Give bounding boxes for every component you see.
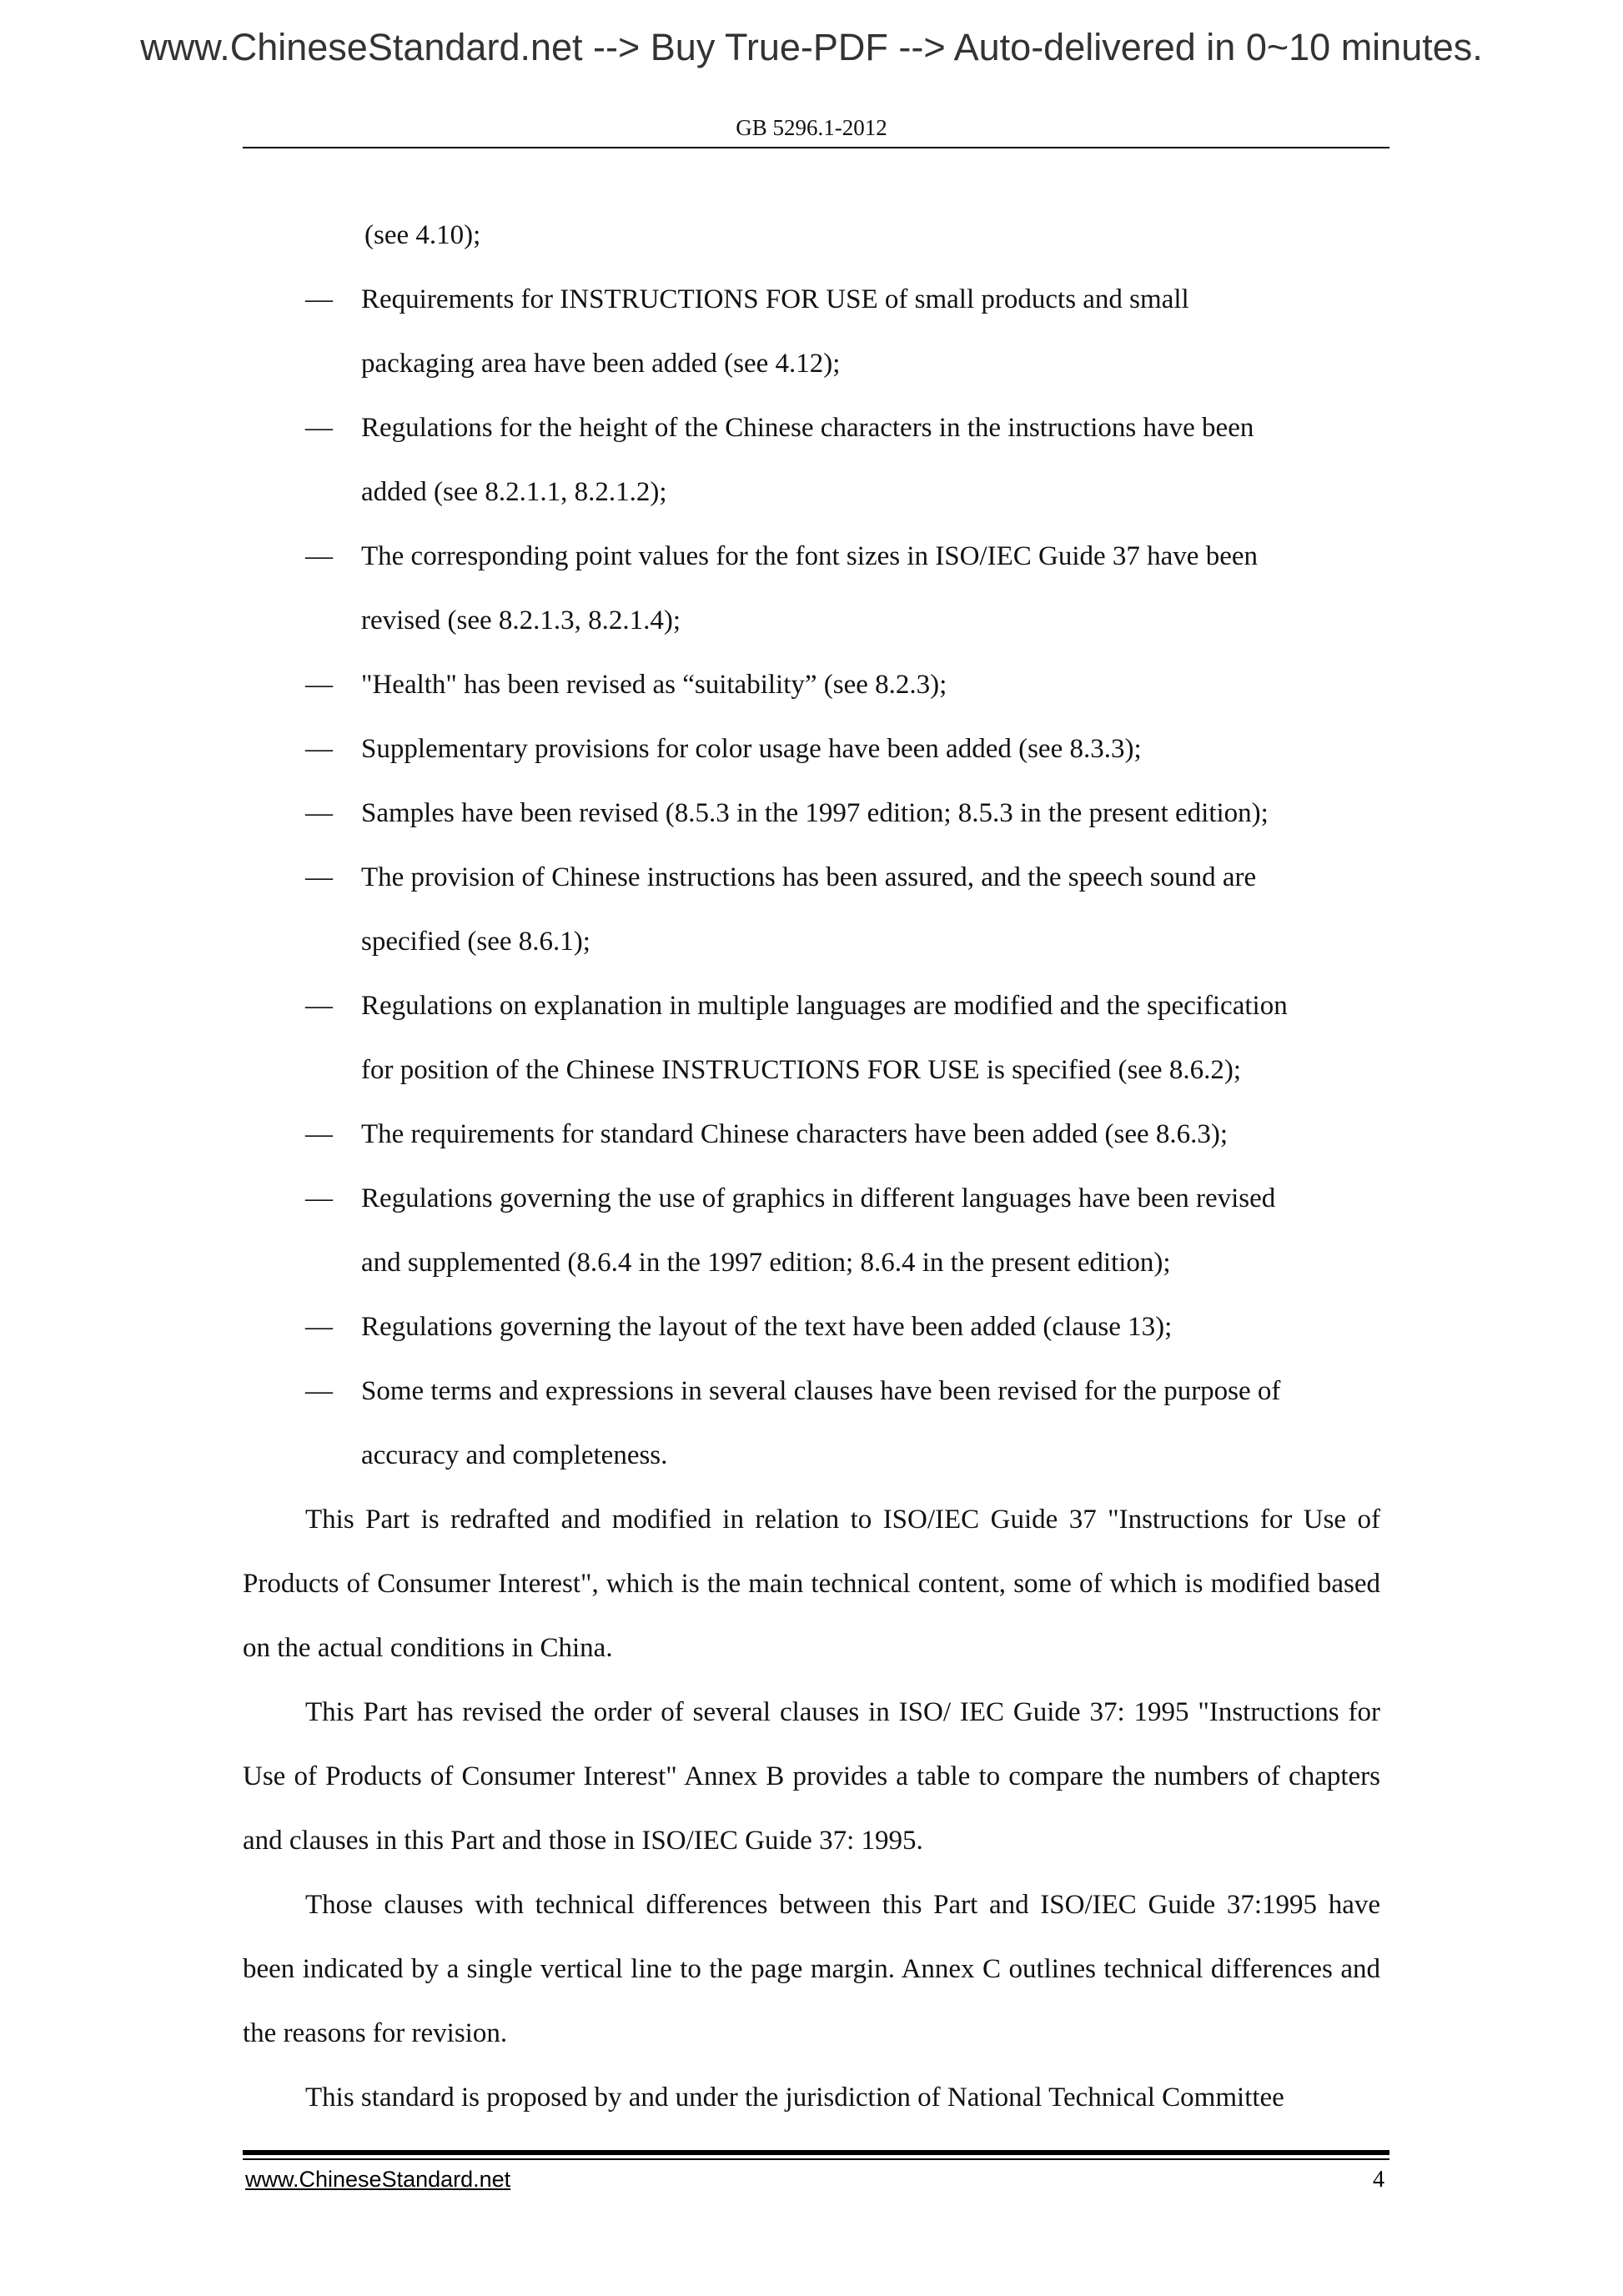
list-item-line: The corresponding point values for the font sizes in ISO/IEC Guide 37 have been xyxy=(361,541,1258,571)
list-item xyxy=(243,653,1380,717)
list-item-line: and supplemented (8.6.4 in the 1997 edition; 8.6.4 in the present edition); xyxy=(361,1248,1171,1278)
list-item xyxy=(243,1167,1380,1295)
body-paragraph: This Part is redrafted and modified in relation to ISO/IEC Guide 37 "Instructions for Use of Products of Consumer Interest", which is the main technical content, some of which is modified based on the actual conditions in China. xyxy=(243,1505,1380,1663)
document-number: GB 5296.1-2012 xyxy=(736,115,887,140)
list-dash: — xyxy=(305,1312,333,1342)
list-dash: — xyxy=(305,1119,333,1149)
list-item-line: "Health" has been revised as “suitability” (see 8.2.3); xyxy=(361,670,947,700)
list-item-line: Regulations governing the use of graphics in different languages have been revised xyxy=(361,1183,1276,1213)
footer-rule xyxy=(243,2150,1389,2155)
page-number: 4 xyxy=(1373,2167,1384,2193)
page-content xyxy=(243,203,1380,2130)
header-rule xyxy=(243,147,1389,148)
body-paragraph: Those clauses with technical differences between this Part and ISO/IEC Guide 37:1995 have been indicated by a single vertical line to the page margin. Annex C outlines technical differences and the reasons for revision. xyxy=(243,1890,1380,2048)
list-item xyxy=(243,717,1380,781)
list-dash: — xyxy=(305,413,333,443)
list-item xyxy=(243,1359,1380,1488)
list-item xyxy=(243,846,1380,974)
site-banner: www.ChineseStandard.net --> Buy True-PDF --> Auto-delivered in 0~10 minutes. xyxy=(140,26,1483,68)
list-item-line: Some terms and expressions in several clauses have been revised for the purpose of xyxy=(361,1376,1281,1406)
list-item-line: for position of the Chinese INSTRUCTIONS FOR USE is specified (see 8.6.2); xyxy=(361,1055,1241,1085)
list-item-line: added (see 8.2.1.1, 8.2.1.2); xyxy=(361,477,667,507)
list-item-line: The provision of Chinese instructions has been assured, and the speech sound are xyxy=(361,862,1257,892)
list-item-line: Regulations on explanation in multiple languages are modified and the specification xyxy=(361,991,1288,1021)
continuation-line: (see 4.10); xyxy=(364,220,481,250)
list-item xyxy=(243,268,1380,396)
list-item-line: Supplementary provisions for color usage have been added (see 8.3.3); xyxy=(361,734,1142,764)
body-paragraph: This Part has revised the order of several clauses in ISO/ IEC Guide 37: 1995 "Instructions for Use of Products of Consumer Interest" Annex B provides a table to compare the numbers of chapters and clauses in this Part and those in ISO/IEC Guide 37: 1995. xyxy=(243,1697,1380,1856)
list-item xyxy=(243,781,1380,846)
list-dash: — xyxy=(305,798,333,828)
footer-rule xyxy=(243,2158,1389,2160)
list-dash: — xyxy=(305,1183,333,1213)
list-item xyxy=(243,525,1380,653)
body-paragraph: This standard is proposed by and under the jurisdiction of National Technical Committee xyxy=(305,2082,1284,2113)
list-dash: — xyxy=(305,862,333,892)
list-item xyxy=(243,396,1380,525)
list-item-line: specified (see 8.6.1); xyxy=(361,927,590,957)
list-dash: — xyxy=(305,284,333,314)
list-item-line: Samples have been revised (8.5.3 in the 1997 edition; 8.5.3 in the present edition); xyxy=(361,798,1269,828)
list-item-line: The requirements for standard Chinese characters have been added (see 8.6.3); xyxy=(361,1119,1229,1149)
list-dash: — xyxy=(305,1376,333,1406)
list-dash: — xyxy=(305,670,333,700)
list-item xyxy=(243,974,1380,1103)
list-item-line: Regulations governing the layout of the text have been added (clause 13); xyxy=(361,1312,1173,1342)
list-item-line: revised (see 8.2.1.3, 8.2.1.4); xyxy=(361,605,681,636)
list-item xyxy=(243,1103,1380,1167)
footer-site-link[interactable]: www.ChineseStandard.net xyxy=(245,2167,511,2192)
list-item-line: Requirements for INSTRUCTIONS FOR USE of small products and small xyxy=(361,284,1189,314)
list-dash: — xyxy=(305,991,333,1021)
list-dash: — xyxy=(305,541,333,571)
list-item xyxy=(243,1295,1380,1359)
list-dash: — xyxy=(305,734,333,764)
list-item-line: packaging area have been added (see 4.12); xyxy=(361,349,841,379)
list-item-line: accuracy and completeness. xyxy=(361,1440,668,1470)
list-item-line: Regulations for the height of the Chinese characters in the instructions have been xyxy=(361,413,1254,443)
